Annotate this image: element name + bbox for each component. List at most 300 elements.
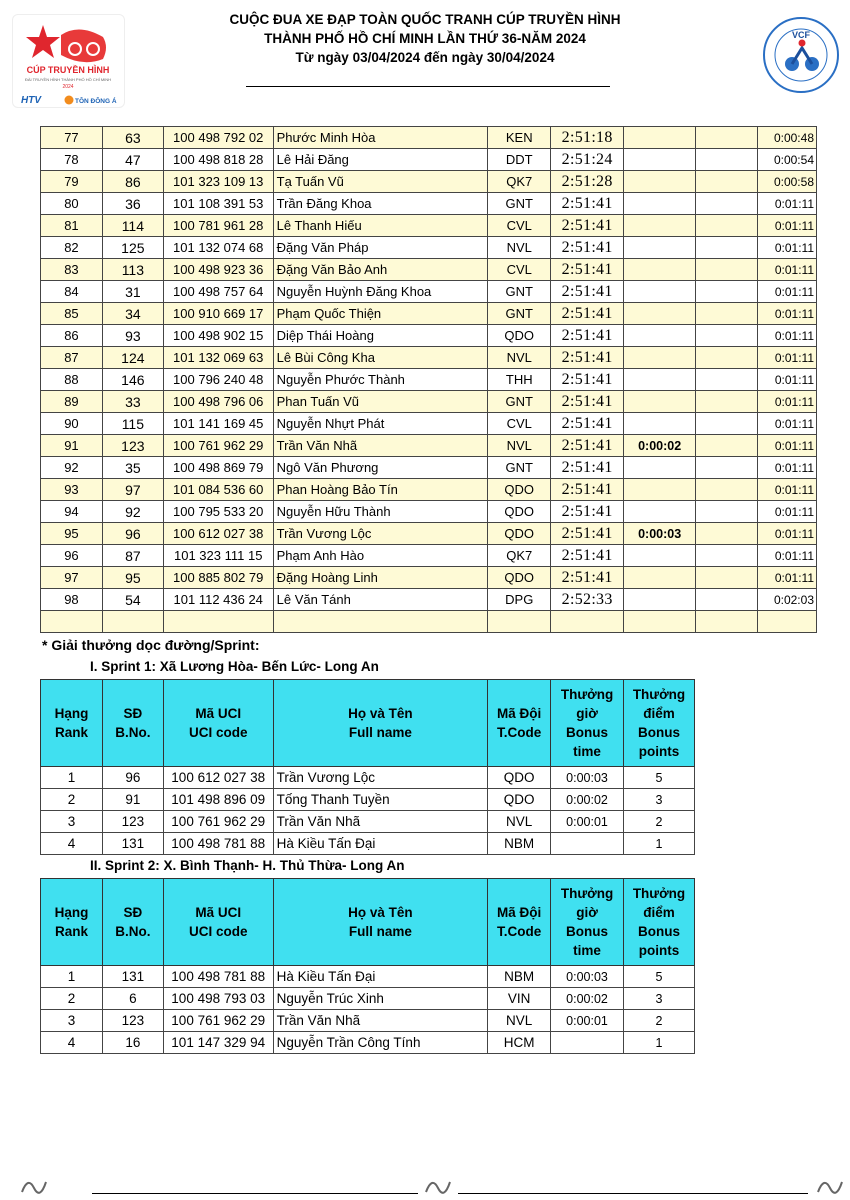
header-line: Rank	[54, 725, 88, 740]
finish-time-cell: 2:51:41	[551, 281, 624, 303]
rider-name-cell: Diệp Thái Hoàng	[273, 325, 488, 347]
header-line: Mã UCI	[195, 706, 242, 721]
rider-name-cell: Hà Kiều Tấn Đại	[273, 833, 488, 855]
column-header-bonus-points	[624, 879, 695, 966]
gap-cell	[757, 611, 816, 633]
header-line: điểm	[643, 706, 675, 721]
result-row	[41, 281, 817, 303]
result-row	[41, 259, 817, 281]
team-code-cell: NVL	[488, 811, 551, 833]
bonus-time-cell	[624, 567, 696, 589]
rank-cell: 80	[41, 193, 103, 215]
bib-cell: 63	[102, 127, 163, 149]
bonus-points-cell: 3	[624, 988, 695, 1010]
column-header-bib	[102, 680, 163, 767]
finish-time-cell: 2:51:41	[551, 545, 624, 567]
bib-cell: 113	[102, 259, 163, 281]
bonus-time-cell: 0:00:02	[624, 435, 696, 457]
header-line: Bonus	[566, 924, 609, 939]
team-code-cell: QDO	[488, 767, 551, 789]
column-header-bib	[102, 879, 163, 966]
rank-cell: 92	[41, 457, 103, 479]
svg-text:ĐÀI TRUYỀN HÌNH THÀNH PHỐ HỒ C: ĐÀI TRUYỀN HÌNH THÀNH PHỐ HỒ CHÍ MINH	[24, 77, 112, 82]
finish-time-cell: 2:51:41	[551, 479, 624, 501]
bonus-time-cell: 0:00:02	[551, 789, 624, 811]
uci-code-cell: 101 132 074 68	[163, 237, 273, 259]
uci-code-cell: 100 761 962 29	[163, 435, 273, 457]
bonus-time-cell	[624, 149, 696, 171]
bonus-time-cell: 0:00:01	[551, 811, 624, 833]
rank-cell: 88	[41, 369, 103, 391]
finish-time-cell: 2:51:41	[551, 193, 624, 215]
uci-code-cell: 100 498 923 36	[163, 259, 273, 281]
bib-cell: 123	[102, 435, 163, 457]
bib-cell: 93	[102, 325, 163, 347]
rider-name-cell: Đặng Hoàng Linh	[273, 567, 488, 589]
uci-code-cell	[163, 611, 273, 633]
rider-name-cell: Trần Vương Lộc	[273, 767, 488, 789]
team-code-cell: NVL	[488, 347, 551, 369]
bonus-time-cell	[624, 589, 696, 611]
rank-cell: 84	[41, 281, 103, 303]
gap-cell: 0:01:11	[757, 237, 816, 259]
rider-name-cell: Ngô Văn Phương	[273, 457, 488, 479]
bib-cell: 97	[102, 479, 163, 501]
gap-cell: 0:00:48	[757, 127, 816, 149]
header-line: T.Code	[496, 924, 542, 939]
gap-cell: 0:01:11	[757, 303, 816, 325]
column-header-bonus-time	[551, 680, 624, 767]
gap-cell: 0:01:11	[757, 391, 816, 413]
svg-text:2024: 2024	[62, 84, 74, 90]
gap-cell: 0:00:54	[757, 149, 816, 171]
rank-cell: 98	[41, 589, 103, 611]
uci-code-cell: 101 132 069 63	[163, 347, 273, 369]
empty-cell	[696, 347, 758, 369]
uci-code-cell: 101 108 391 53	[163, 193, 273, 215]
team-code-cell: NVL	[488, 1010, 551, 1032]
result-row	[41, 171, 817, 193]
rank-cell: 95	[41, 523, 103, 545]
finish-time-cell: 2:51:41	[551, 259, 624, 281]
bonus-time-cell	[624, 545, 696, 567]
team-code-cell: NBM	[488, 966, 551, 988]
header-line: UCI code	[188, 725, 248, 740]
bonus-time-cell	[624, 303, 696, 325]
bonus-time-cell	[624, 193, 696, 215]
finish-time-cell: 2:51:24	[551, 149, 624, 171]
finish-time-cell: 2:51:41	[551, 347, 624, 369]
gap-cell: 0:01:11	[757, 347, 816, 369]
bonus-time-cell	[624, 413, 696, 435]
empty-cell	[696, 149, 758, 171]
rank-cell: 91	[41, 435, 103, 457]
header-line: Hạng	[54, 706, 89, 721]
result-row	[41, 149, 817, 171]
bonus-time-cell	[624, 611, 696, 633]
bonus-time-cell	[624, 347, 696, 369]
rank-cell: 3	[41, 811, 103, 833]
bonus-time-cell	[624, 391, 696, 413]
bib-cell: 92	[102, 501, 163, 523]
bonus-points-cell: 1	[624, 1032, 695, 1054]
uci-code-cell: 101 147 329 94	[163, 1032, 273, 1054]
team-code-cell: CVL	[488, 259, 551, 281]
team-code-cell: DDT	[488, 149, 551, 171]
document-header	[0, 10, 850, 67]
rank-cell: 90	[41, 413, 103, 435]
rider-name-cell: Lê Hải Đăng	[273, 149, 488, 171]
team-code-cell: QK7	[488, 171, 551, 193]
finish-time-cell: 2:51:41	[551, 237, 624, 259]
column-header-bonus-points	[624, 680, 695, 767]
empty-cell	[696, 523, 758, 545]
rider-name-cell: Nguyễn Hữu Thành	[273, 501, 488, 523]
svg-text:CÚP TRUYỀN HÌNH: CÚP TRUYỀN HÌNH	[26, 65, 110, 75]
header-title: CUỘC ĐUA XE ĐẠP TOÀN QUỐC TRANH CÚP TRUYỀN HÌNH	[229, 12, 621, 27]
team-code-cell: DPG	[488, 589, 551, 611]
empty-cell	[696, 391, 758, 413]
bib-cell: 146	[102, 369, 163, 391]
header-line: giờ	[576, 706, 598, 721]
team-code-cell: QDO	[488, 567, 551, 589]
bib-cell: 31	[102, 281, 163, 303]
team-code-cell: HCM	[488, 1032, 551, 1054]
uci-code-cell: 100 781 961 28	[163, 215, 273, 237]
team-code-cell: QDO	[488, 325, 551, 347]
gap-cell: 0:01:11	[757, 435, 816, 457]
bonus-time-cell: 0:00:03	[624, 523, 696, 545]
gap-cell: 0:01:11	[757, 501, 816, 523]
empty-cell	[696, 171, 758, 193]
sprint-row	[41, 1010, 695, 1032]
result-row	[41, 391, 817, 413]
rider-name-cell	[273, 611, 488, 633]
footer-line-right	[458, 1193, 808, 1194]
finish-time-cell: 2:51:41	[551, 435, 624, 457]
rank-cell: 78	[41, 149, 103, 171]
column-header-name	[273, 680, 488, 767]
rider-name-cell: Nguyễn Huỳnh Đăng Khoa	[273, 281, 488, 303]
footer-swirl-icon	[18, 1172, 52, 1198]
header-line: Full name	[348, 725, 412, 740]
column-header-uci	[163, 879, 273, 966]
rider-name-cell: Tạ Tuấn Vũ	[273, 171, 488, 193]
rider-name-cell: Tống Thanh Tuyền	[273, 789, 488, 811]
empty-cell	[696, 435, 758, 457]
bib-cell: 96	[102, 767, 163, 789]
rank-cell: 2	[41, 988, 103, 1010]
empty-cell	[696, 413, 758, 435]
gap-cell: 0:01:11	[757, 259, 816, 281]
bib-cell: 124	[102, 347, 163, 369]
bib-cell: 131	[102, 833, 163, 855]
rider-name-cell: Trần Đăng Khoa	[273, 193, 488, 215]
gap-cell: 0:01:11	[757, 325, 816, 347]
header-line: giờ	[576, 905, 598, 920]
header-line: Bonus	[638, 924, 680, 939]
bonus-time-cell	[624, 237, 696, 259]
result-row	[41, 347, 817, 369]
rank-cell: 81	[41, 215, 103, 237]
bonus-time-cell	[624, 457, 696, 479]
rank-cell: 86	[41, 325, 103, 347]
rank-cell: 77	[41, 127, 103, 149]
sprint-header-row	[41, 879, 695, 966]
header-line: Thưởng	[632, 886, 686, 901]
footer-line-left	[92, 1193, 418, 1194]
uci-code-cell: 100 498 781 88	[163, 966, 273, 988]
header-line: B.No.	[115, 725, 151, 740]
uci-code-cell: 100 498 757 64	[163, 281, 273, 303]
team-code-cell: CVL	[488, 215, 551, 237]
gap-cell: 0:01:11	[757, 479, 816, 501]
rank-cell: 85	[41, 303, 103, 325]
rank-cell: 83	[41, 259, 103, 281]
gap-cell: 0:02:03	[757, 589, 816, 611]
rank-cell: 2	[41, 789, 103, 811]
team-code-cell: GNT	[488, 457, 551, 479]
results-table	[40, 126, 817, 633]
result-row	[41, 237, 817, 259]
result-row	[41, 303, 817, 325]
column-header-uci	[163, 680, 273, 767]
empty-cell	[696, 479, 758, 501]
uci-code-cell: 100 498 869 79	[163, 457, 273, 479]
header-line: Mã Đội	[496, 905, 542, 920]
bonus-time-cell	[624, 369, 696, 391]
uci-code-cell: 100 498 781 88	[163, 833, 273, 855]
rank-cell: 3	[41, 1010, 103, 1032]
bib-cell: 47	[102, 149, 163, 171]
rider-name-cell: Nguyễn Trúc Xinh	[273, 988, 488, 1010]
bonus-points-cell: 2	[624, 811, 695, 833]
result-row	[41, 193, 817, 215]
header-dates: Từ ngày 03/04/2024 đến ngày 30/04/2024	[295, 50, 555, 65]
bonus-time-cell	[624, 215, 696, 237]
bib-cell: 33	[102, 391, 163, 413]
rank-cell: 93	[41, 479, 103, 501]
uci-code-cell: 101 141 169 45	[163, 413, 273, 435]
header-divider	[246, 86, 610, 87]
sprint-header-row	[41, 680, 695, 767]
uci-code-cell: 101 323 111 15	[163, 545, 273, 567]
empty-cell	[696, 369, 758, 391]
bib-cell: 16	[102, 1032, 163, 1054]
bonus-time-cell	[624, 281, 696, 303]
empty-cell	[696, 281, 758, 303]
uci-code-cell: 100 910 669 17	[163, 303, 273, 325]
finish-time-cell: 2:51:28	[551, 171, 624, 193]
sprint-row	[41, 789, 695, 811]
gap-cell: 0:01:11	[757, 567, 816, 589]
team-code-cell: GNT	[488, 193, 551, 215]
svg-text:VCF: VCF	[792, 30, 810, 40]
rider-name-cell: Lê Bùi Công Kha	[273, 347, 488, 369]
result-row	[41, 457, 817, 479]
header-line: T.Code	[496, 725, 542, 740]
header-line: Thưởng	[560, 687, 614, 702]
uci-code-cell: 100 498 793 03	[163, 988, 273, 1010]
gap-cell: 0:01:11	[757, 545, 816, 567]
bib-cell: 36	[102, 193, 163, 215]
uci-code-cell: 100 795 533 20	[163, 501, 273, 523]
rider-name-cell: Phan Tuấn Vũ	[273, 391, 488, 413]
rider-name-cell: Nguyễn Trần Công Tính	[273, 1032, 488, 1054]
header-line: SĐ	[123, 905, 143, 920]
rank-cell: 96	[41, 545, 103, 567]
empty-cell	[696, 545, 758, 567]
empty-cell	[696, 501, 758, 523]
team-code-cell: QK7	[488, 545, 551, 567]
sprint-2-title: II. Sprint 2: X. Bình Thạnh- H. Thủ Thừa- Long An	[90, 858, 405, 873]
finish-time-cell: 2:51:41	[551, 523, 624, 545]
uci-code-cell: 100 796 240 48	[163, 369, 273, 391]
sprint-row	[41, 1032, 695, 1054]
team-code-cell: QDO	[488, 501, 551, 523]
uci-code-cell: 100 498 902 15	[163, 325, 273, 347]
finish-time-cell: 2:51:41	[551, 457, 624, 479]
rank-cell: 97	[41, 567, 103, 589]
sprint-row	[41, 966, 695, 988]
header-line: Mã Đội	[496, 706, 542, 721]
finish-time-cell: 2:51:41	[551, 215, 624, 237]
rider-name-cell: Lê Thanh Hiếu	[273, 215, 488, 237]
bonus-time-cell	[624, 325, 696, 347]
bib-cell: 86	[102, 171, 163, 193]
finish-time-cell: 2:51:41	[551, 325, 624, 347]
team-code-cell: CVL	[488, 413, 551, 435]
rider-name-cell: Phan Hoàng Bảo Tín	[273, 479, 488, 501]
rank-cell	[41, 611, 103, 633]
finish-time-cell: 2:52:33	[551, 589, 624, 611]
result-row	[41, 589, 817, 611]
bib-cell: 6	[102, 988, 163, 1010]
bonus-time-cell	[624, 171, 696, 193]
empty-cell	[696, 259, 758, 281]
column-header-rank	[41, 680, 103, 767]
bonus-points-cell: 2	[624, 1010, 695, 1032]
rank-cell: 89	[41, 391, 103, 413]
header-line: Mã UCI	[195, 905, 242, 920]
empty-cell	[696, 589, 758, 611]
bonus-time-cell	[551, 1032, 624, 1054]
uci-code-cell: 101 498 896 09	[163, 789, 273, 811]
gap-cell: 0:01:11	[757, 215, 816, 237]
column-header-team	[488, 879, 551, 966]
uci-code-cell: 100 885 802 79	[163, 567, 273, 589]
empty-cell	[696, 567, 758, 589]
gap-cell: 0:01:11	[757, 369, 816, 391]
header-line: time	[573, 943, 601, 958]
rank-cell: 4	[41, 1032, 103, 1054]
rider-name-cell: Đặng Văn Bảo Anh	[273, 259, 488, 281]
bib-cell: 35	[102, 457, 163, 479]
rider-name-cell: Đặng Văn Pháp	[273, 237, 488, 259]
bonus-time-cell	[624, 479, 696, 501]
result-row	[41, 413, 817, 435]
uci-code-cell: 100 761 962 29	[163, 811, 273, 833]
header-subtitle: THÀNH PHỐ HỒ CHÍ MINH LẦN THỨ 36-NĂM 2024	[264, 31, 586, 46]
bonus-time-cell: 0:00:03	[551, 767, 624, 789]
team-code-cell: VIN	[488, 988, 551, 1010]
sprint-1-table	[40, 679, 695, 855]
header-line: B.No.	[115, 924, 151, 939]
result-row	[41, 127, 817, 149]
header-line: Bonus	[638, 725, 680, 740]
finish-time-cell: 2:51:18	[551, 127, 624, 149]
team-code-cell: THH	[488, 369, 551, 391]
result-row	[41, 215, 817, 237]
result-row	[41, 545, 817, 567]
bib-cell: 96	[102, 523, 163, 545]
rider-name-cell: Hà Kiều Tấn Đại	[273, 966, 488, 988]
rider-name-cell: Lê Văn Tánh	[273, 589, 488, 611]
uci-code-cell: 100 761 962 29	[163, 1010, 273, 1032]
bonus-points-cell: 3	[624, 789, 695, 811]
sprint-row	[41, 988, 695, 1010]
header-line: Full name	[348, 924, 412, 939]
gap-cell: 0:00:58	[757, 171, 816, 193]
bib-cell: 131	[102, 966, 163, 988]
result-row	[41, 479, 817, 501]
bonus-time-cell	[551, 833, 624, 855]
rank-cell: 82	[41, 237, 103, 259]
header-line: Họ và Tên	[348, 905, 413, 920]
bib-cell: 125	[102, 237, 163, 259]
header-line: UCI code	[188, 924, 248, 939]
team-code-cell: GNT	[488, 303, 551, 325]
bib-cell: 54	[102, 589, 163, 611]
bonus-points-cell: 1	[624, 833, 695, 855]
rank-cell: 87	[41, 347, 103, 369]
bonus-time-cell: 0:00:02	[551, 988, 624, 1010]
rider-name-cell: Trần Văn Nhã	[273, 811, 488, 833]
empty-cell	[696, 457, 758, 479]
footer-swirl-icon	[814, 1172, 848, 1198]
finish-time-cell: 2:51:41	[551, 369, 624, 391]
result-row	[41, 501, 817, 523]
gap-cell: 0:01:11	[757, 457, 816, 479]
rider-name-cell: Nguyễn Phước Thành	[273, 369, 488, 391]
gap-cell: 0:01:11	[757, 193, 816, 215]
bonus-time-cell	[624, 501, 696, 523]
svg-text:TÔN ĐÔNG Á: TÔN ĐÔNG Á	[75, 98, 117, 105]
finish-time-cell: 2:51:41	[551, 391, 624, 413]
bib-cell: 123	[102, 811, 163, 833]
team-code-cell: QDO	[488, 479, 551, 501]
team-code-cell: GNT	[488, 391, 551, 413]
rank-cell: 1	[41, 767, 103, 789]
bib-cell: 91	[102, 789, 163, 811]
svg-text:HTV: HTV	[21, 95, 41, 106]
bib-cell: 87	[102, 545, 163, 567]
rank-cell: 79	[41, 171, 103, 193]
rank-cell: 4	[41, 833, 103, 855]
uci-code-cell: 100 498 796 06	[163, 391, 273, 413]
uci-code-cell: 101 112 436 24	[163, 589, 273, 611]
header-line: SĐ	[123, 706, 143, 721]
bonus-time-cell	[624, 127, 696, 149]
rider-name-cell: Phạm Quốc Thiện	[273, 303, 488, 325]
result-row	[41, 611, 817, 633]
header-line: points	[638, 744, 680, 759]
header-line: điểm	[643, 905, 675, 920]
team-code-cell: QDO	[488, 789, 551, 811]
finish-time-cell: 2:51:41	[551, 303, 624, 325]
header-line: Bonus	[566, 725, 609, 740]
bonus-points-cell: 5	[624, 966, 695, 988]
